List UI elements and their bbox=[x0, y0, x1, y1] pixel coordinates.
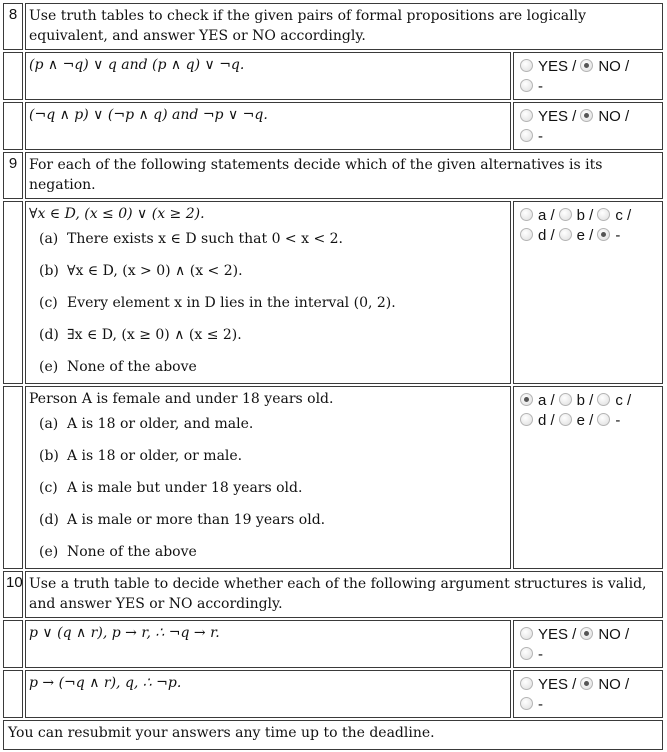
option-label: (d) bbox=[39, 512, 59, 528]
radio-checked-icon[interactable] bbox=[580, 627, 593, 640]
answer-option[interactable] bbox=[520, 392, 555, 409]
radio-unchecked-icon[interactable] bbox=[597, 413, 610, 426]
option-label: (a) bbox=[39, 231, 59, 247]
answer-option[interactable] bbox=[580, 58, 629, 75]
answer-option[interactable] bbox=[559, 412, 594, 429]
answer-option[interactable] bbox=[520, 128, 543, 145]
option-text: A is 18 or older, or male. bbox=[67, 448, 243, 464]
question-number: 9 bbox=[3, 152, 23, 199]
quiz-table bbox=[1, 1, 665, 752]
answer-option-label: e / bbox=[576, 412, 594, 429]
question-item bbox=[3, 201, 663, 384]
option-list bbox=[29, 415, 507, 565]
answer-option[interactable] bbox=[520, 78, 543, 95]
radio-unchecked-icon[interactable] bbox=[559, 393, 572, 406]
radio-unchecked-icon[interactable] bbox=[520, 627, 533, 640]
answer-option[interactable] bbox=[520, 626, 576, 643]
question-item bbox=[3, 620, 663, 668]
answer-choices bbox=[513, 102, 663, 150]
question-header-8 bbox=[3, 3, 663, 50]
question-prompt: Use truth tables to check if the given pairs of formal propositions are logically equivalent, and answer YES or NO accordingly. bbox=[25, 3, 663, 50]
question-header-9 bbox=[3, 152, 663, 199]
answer-option[interactable] bbox=[520, 412, 555, 429]
radio-checked-icon[interactable] bbox=[580, 109, 593, 122]
radio-unchecked-icon[interactable] bbox=[597, 393, 610, 406]
answer-option[interactable] bbox=[520, 108, 576, 125]
answer-option[interactable] bbox=[597, 412, 620, 429]
answer-option[interactable] bbox=[520, 58, 576, 75]
radio-unchecked-icon[interactable] bbox=[520, 413, 533, 426]
question-prompt: For each of the following statements decide which of the given alternatives is its negation. bbox=[25, 152, 663, 199]
radio-unchecked-icon[interactable] bbox=[520, 647, 533, 660]
radio-unchecked-icon[interactable] bbox=[520, 677, 533, 690]
item-text: (p ∧ ¬q) ∨ q and (p ∧ q) ∨ ¬q. bbox=[25, 52, 511, 100]
option-item bbox=[29, 415, 507, 447]
answer-option[interactable] bbox=[520, 646, 543, 663]
answer-option-label: a / bbox=[537, 392, 555, 409]
option-text: A is 18 or older, and male. bbox=[67, 416, 254, 432]
answer-option-label: NO / bbox=[598, 676, 630, 693]
radio-unchecked-icon[interactable] bbox=[559, 208, 572, 221]
option-item bbox=[29, 262, 507, 294]
option-list bbox=[29, 230, 507, 380]
item-text: Person A is female and under 18 years old. (a) A is 18 or older, and male. (b) A is 18 or older, or male. (c) A is male but under 18 years old. (d) A is male or more than 19 years old. (e) None of the above bbox=[25, 386, 511, 569]
option-text: None of the above bbox=[67, 359, 197, 375]
option-label: (d) bbox=[39, 327, 59, 343]
option-label: (c) bbox=[39, 295, 58, 311]
option-text: ∀x ∈ D, (x > 0) ∧ (x < 2). bbox=[67, 263, 243, 279]
answer-option-label: YES / bbox=[537, 108, 577, 125]
option-text: A is male or more than 19 years old. bbox=[67, 512, 326, 528]
answer-option[interactable] bbox=[520, 696, 543, 713]
question-item bbox=[3, 670, 663, 718]
answer-option-label: - bbox=[615, 412, 621, 429]
option-label: (b) bbox=[39, 448, 59, 464]
option-text: There exists x ∈ D such that 0 < x < 2. bbox=[67, 231, 344, 247]
answer-option[interactable] bbox=[597, 392, 631, 409]
answer-choices bbox=[513, 386, 663, 569]
radio-unchecked-icon[interactable] bbox=[597, 208, 610, 221]
resubmit-note: You can resubmit your answers any time up to the deadline. bbox=[3, 720, 663, 750]
answer-option[interactable] bbox=[580, 108, 629, 125]
option-item bbox=[29, 326, 507, 358]
answer-option-label: NO / bbox=[598, 58, 630, 75]
item-text: p ∨ (q ∧ r), p → r, ∴ ¬q → r. bbox=[25, 620, 511, 668]
answer-choices bbox=[513, 670, 663, 718]
answer-option[interactable] bbox=[520, 676, 576, 693]
question-item bbox=[3, 102, 663, 150]
answer-option-label: a / bbox=[537, 207, 555, 224]
answer-option[interactable] bbox=[559, 392, 594, 409]
answer-choices bbox=[513, 620, 663, 668]
answer-option[interactable] bbox=[520, 207, 555, 224]
question-item bbox=[3, 52, 663, 100]
item-text: ∀x ∈ D, (x ≤ 0) ∨ (x ≥ 2). (a) There exists x ∈ D such that 0 < x < 2. (b) ∀x ∈ D, (x > 0) ∧ (x < 2). (c) Every element x in D lies in the interval (0, 2). (d) ∃x ∈ D, (x ≥ 0) ∧ (x ≤ 2). (e) None of the above bbox=[25, 201, 511, 384]
answer-option[interactable] bbox=[520, 227, 555, 244]
option-text: None of the above bbox=[67, 544, 197, 560]
option-label: (e) bbox=[39, 544, 59, 560]
radio-unchecked-icon[interactable] bbox=[520, 109, 533, 122]
answer-option-label: e / bbox=[576, 227, 594, 244]
radio-unchecked-icon[interactable] bbox=[520, 208, 533, 221]
answer-option-label: YES / bbox=[537, 626, 577, 643]
answer-option-label: YES / bbox=[537, 676, 577, 693]
answer-option-label: d / bbox=[537, 227, 555, 244]
answer-option[interactable] bbox=[597, 207, 631, 224]
option-item bbox=[29, 230, 507, 262]
answer-option-label: d / bbox=[537, 412, 555, 429]
answer-option-label: NO / bbox=[598, 626, 630, 643]
radio-unchecked-icon[interactable] bbox=[520, 59, 533, 72]
option-label: (a) bbox=[39, 416, 59, 432]
option-label: (c) bbox=[39, 480, 58, 496]
option-item bbox=[29, 543, 507, 565]
option-item bbox=[29, 358, 507, 380]
question-header-10 bbox=[3, 571, 663, 618]
question-number: 8 bbox=[3, 3, 23, 50]
radio-unchecked-icon[interactable] bbox=[520, 79, 533, 92]
item-text: (¬q ∧ p) ∨ (¬p ∧ q) and ¬p ∨ ¬q. bbox=[25, 102, 511, 150]
option-label: (b) bbox=[39, 263, 59, 279]
option-text: Every element x in D lies in the interval (0, 2). bbox=[67, 295, 396, 311]
footer-row bbox=[3, 720, 663, 750]
radio-checked-icon[interactable] bbox=[580, 677, 593, 690]
answer-option-label: YES / bbox=[537, 58, 577, 75]
answer-option-label: c / bbox=[615, 392, 632, 409]
radio-unchecked-icon[interactable] bbox=[520, 228, 533, 241]
answer-choices bbox=[513, 201, 663, 384]
option-label: (e) bbox=[39, 359, 59, 375]
radio-unchecked-icon[interactable] bbox=[559, 228, 572, 241]
answer-option-label: - bbox=[537, 128, 543, 145]
item-text: p → (¬q ∧ r), q, ∴ ¬p. bbox=[25, 670, 511, 718]
answer-option-label: b / bbox=[576, 207, 594, 224]
option-item bbox=[29, 294, 507, 326]
question-number: 10 bbox=[3, 571, 23, 618]
answer-option-label: - bbox=[615, 227, 621, 244]
answer-option-label: b / bbox=[576, 392, 594, 409]
answer-option[interactable] bbox=[580, 676, 629, 693]
answer-option-label: - bbox=[537, 646, 543, 663]
answer-option[interactable] bbox=[580, 626, 629, 643]
answer-option[interactable] bbox=[597, 227, 620, 244]
option-item bbox=[29, 447, 507, 479]
answer-option[interactable] bbox=[559, 207, 594, 224]
radio-checked-icon[interactable] bbox=[580, 59, 593, 72]
radio-checked-icon[interactable] bbox=[597, 228, 610, 241]
option-item bbox=[29, 511, 507, 543]
radio-checked-icon[interactable] bbox=[520, 393, 533, 406]
option-text: A is male but under 18 years old. bbox=[67, 480, 303, 496]
radio-unchecked-icon[interactable] bbox=[520, 129, 533, 142]
question-item bbox=[3, 386, 663, 569]
answer-option-label: - bbox=[537, 78, 543, 95]
answer-option-label: c / bbox=[615, 207, 632, 224]
answer-choices bbox=[513, 52, 663, 100]
question-prompt: Use a truth table to decide whether each of the following argument structures is valid, and answer YES or NO accordingly. bbox=[25, 571, 663, 618]
answer-option-label: NO / bbox=[598, 108, 630, 125]
answer-option-label: - bbox=[537, 696, 543, 713]
radio-unchecked-icon[interactable] bbox=[520, 697, 533, 710]
answer-option[interactable] bbox=[559, 227, 594, 244]
radio-unchecked-icon[interactable] bbox=[559, 413, 572, 426]
option-text: ∃x ∈ D, (x ≥ 0) ∧ (x ≤ 2). bbox=[67, 327, 242, 343]
option-item bbox=[29, 479, 507, 511]
